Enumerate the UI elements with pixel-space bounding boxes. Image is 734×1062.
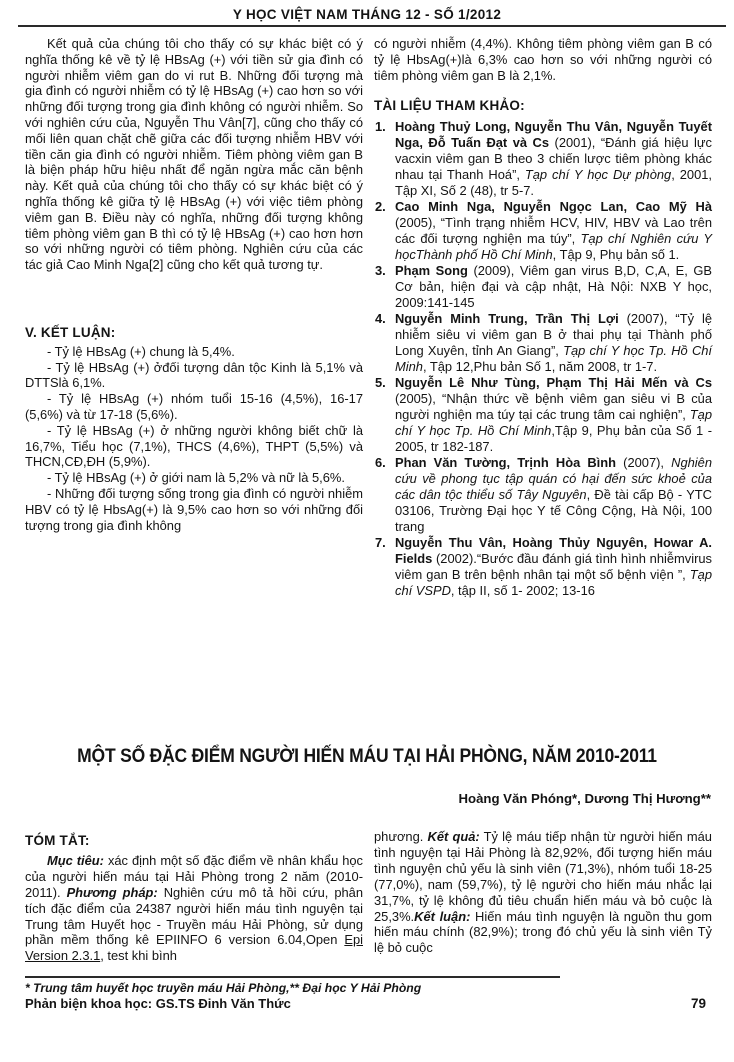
reference-item (374, 535, 712, 599)
abstract-left-text (25, 853, 363, 964)
article1-left-column (25, 36, 363, 533)
text-segment: , 2001, Tập XI, Số 2 (48), tr 5-7. (395, 167, 712, 199)
text-segment: Nghiên cứu về phong tục tập quán có hại đến sức khoẻ của các dân tộc thiểu số Tây Nguyên (395, 455, 712, 503)
text-segment: Tạp chí Y học Tp. Hồ Chí Minh (395, 343, 713, 375)
footnote-divider (25, 976, 560, 978)
text-segment: (2002).“Bước đầu đánh giá tình hình nhiễmvirus viêm gan B trên bệnh nhân tại một số bệnh viện ”, (395, 551, 712, 583)
reference-item (374, 375, 712, 455)
conclusion-item: - Tỷ lệ HBsAg (+) chung là 5,4%. (47, 343, 235, 359)
conclusion-item: - Tỷ lệ HBsAg (+) ởđối tượng dân tộc Kinh là 5,1% và DTTSlà 6,1%. (25, 359, 363, 391)
conclusion-item: - Những đối tượng sống trong gia đình có người nhiễm HBV có tỷ lệ HbsAg(+) là 9,5% cao hơn so với những đối tượng trong gia đình không (25, 485, 363, 533)
text-segment: ,Tập 9, Phụ bản của Số 1 - 2005, tr 182-187. (395, 423, 712, 455)
conclusion-heading: V. KẾT LUẬN: (25, 324, 116, 340)
text-segment: , tập II, số 1- 2002; 13-16 (450, 583, 595, 599)
conclusion-item: - Tỷ lệ HBsAg (+) ở những người không biết chữ là 16,7%, Tiểu học (7,1%), THCS (4,6%), THPT (5,5%) và THCN,CĐ,ĐH (5,9%). (25, 422, 363, 470)
reference-list (374, 119, 712, 599)
conclusion-list (25, 344, 363, 534)
journal-header-title: Y HỌC VIỆT NAM THÁNG 12 - SỐ 1/2012 (232, 7, 502, 22)
footnote-reviewer: Phản biện khoa học: GS.TS Đinh Văn Thức (25, 996, 291, 1011)
text-segment: Mục tiêu: (47, 852, 104, 868)
references-heading: TÀI LIỆU THAM KHẢO: (374, 98, 525, 114)
conclusion-item: - Tỷ lệ HBsAg (+) ở giới nam là 5,2% và nữ là 5,6%. (47, 470, 345, 486)
text-segment: Nghiên cứu mô tả hồi cứu, phân tích đặc điểm của 24387 người hiến máu tình nguyện tại Trung tâm Huyết học - Truyền máu Hải Phòng, sử dụng phần mềm thống kê EPIINFO 6 version 6.04,Open (25, 884, 363, 948)
discussion-paragraph: Kết quả của chúng tôi cho thấy có sự khác biệt có ý nghĩa thống kê về tỷ lệ HBsAg (+) với tiền sử gia đình có người nhiễm viêm gan do vi rut B. Những đối tượng mà gia đình có người nhiễm có tỷ lệ HBsAg (+) cao hơn so với những đối tượng trong gia đình không có người nhiễm. So với nghiên cứu của, Nguyễn Thu Vân[7], cũng cho thấy có mối liên quan chặt chẽ giữa các đối tượng nhiễm HBV với tiền căn gia đình có người nhiễm. Tiêm phòng viêm gan B là biện pháp hữu hiệu nhất để ngăn ngừa mắc căn bệnh này. Kết quả của chúng tôi cho thấy có sự khác biệt có ý nghĩa thống kê giữa tỷ lệ HBsAg (+) với việc tiêm phòng viêm gan B. Điều này có nghĩa, những đối tượng không tiêm phòng viêm gan B thì có tỷ lệ HBsAg (+) cao hơn hơn so với những người có tiêm phòng. Nghiên cứu của các tác giả Cao Minh Nga[2] cũng cho kết quả tương tự. (25, 36, 363, 273)
text-segment: Phạm Song (395, 263, 474, 279)
conclusion-item: - Tỷ lệ HBsAg (+) nhóm tuổi 15-16 (4,5%), 16-17 (5,6%) và từ 17-18 (5,6%). (25, 391, 363, 422)
reference-item (374, 199, 712, 263)
text-segment: (2001), “Đánh giá hiệu lực vacxin viêm gan B theo 3 chiến lược tiêm phòng khác nhau tại Thanh Hoá”, (395, 135, 712, 183)
reference-item (374, 455, 712, 535)
text-segment: Hiến máu tình nguyện là nguồn thu gom hiến máu chính (82,9%); trong đó chủ yếu là sinh viên Tỷ lệ bỏ cuộc (374, 908, 712, 956)
text-segment: Phan Văn Tường, Trịnh Hòa Bình (395, 455, 624, 471)
text-segment: Epi Version 2.3.1 (25, 932, 363, 964)
reference-number: 4. (375, 311, 386, 327)
text-segment: Nguyễn Lê Như Tùng, Phạm Thị Hải Mến và Cs (395, 375, 712, 391)
reference-number: 3. (375, 263, 386, 279)
header-divider (18, 25, 726, 27)
abstract-heading: TÓM TẮT: (25, 833, 90, 848)
text-segment: (2005), “Nhận thức về bệnh viêm gan siêu vi B của người nghiện ma túy tại các trung tâm cai nghiện”, (395, 391, 712, 423)
article1-right-column (374, 36, 712, 599)
reference-number: 6. (375, 455, 386, 471)
text-segment: Kết quả: (427, 829, 480, 844)
article2-title: MỘT SỐ ĐẶC ĐIỂM NGƯỜI HIẾN MÁU TẠI HẢI PHÒNG, NĂM 2010-2011 (77, 744, 657, 767)
text-segment: Tỷ lệ máu tiếp nhận từ người hiến máu tình nguyện tại Hải Phòng là 82,92%, đối tượng hiến máu tình nguyện chủ yếu là sinh viên (71,3%), nhóm tuổi 18-25 (77,0%), nam (59,7%), tỷ lệ người cho hiến máu nhắc lại 31,7%, tỷ lệ không đủ tiêu chuẩn hiến máu và bỏ cuộc là 25,3%. (374, 829, 712, 924)
reference-number: 7. (375, 535, 386, 551)
text-segment: (2007), (623, 455, 672, 471)
text-segment: (2005), “Tình trạng nhiễm HCV, HIV, HBV và Lao trên các đối tượng nghiện ma túy”, (395, 215, 712, 247)
text-segment: Tạp chí VSPD (395, 567, 712, 599)
text-segment: phương. (374, 829, 428, 844)
reference-item (374, 119, 712, 199)
text-segment: , Tập 12,Phu bản Số 1, năm 2008, tr 1-7. (422, 359, 658, 375)
continuation-paragraph: có người nhiễm (4,4%). Không tiêm phòng viêm gan B có tỷ lệ HbsAg(+)là 6,3% cao hơn so với những người có tiêm phòng viêm gan B là 2,1%. (374, 36, 712, 83)
page-number: 79 (690, 996, 706, 1011)
reference-number: 5. (375, 375, 386, 391)
reference-number: 1. (375, 119, 386, 135)
text-segment: Kết luận: (414, 908, 471, 924)
reference-number: 2. (375, 199, 386, 215)
text-segment: , Đề tài cấp Bộ - YTC 03106, Trường Đại học Y tế Công Cộng, Hà Nội, 100 trang (395, 487, 712, 535)
reference-item (374, 263, 712, 311)
abstract-right-column (374, 829, 712, 956)
article2-authors: Hoàng Văn Phóng*, Dương Thị Hương** (458, 791, 711, 806)
abstract-right-text (374, 829, 712, 956)
text-segment: , Tập 9, Phụ bản số 1. (552, 247, 680, 263)
footnote-affiliation: * Trung tâm huyết học truyền máu Hải Phòng,** Đại học Y Hải Phòng (25, 981, 422, 995)
text-segment: Tạp chí Y học Tp. Hồ Chí Minh (395, 407, 712, 439)
text-segment: Cao Minh Nga, Nguyễn Ngọc Lan, Cao Mỹ Hà (395, 199, 712, 215)
text-segment: (2009), Viêm gan virus B,D, C,A, E, GB Cơ bản, hiện đại và cập nhật, Hà Nội: NXB Y học, 2009:141-145 (395, 263, 713, 311)
reference-item (374, 311, 712, 375)
text-segment: , test khi bình (100, 948, 177, 964)
text-segment: Phương pháp: (66, 884, 158, 900)
text-segment: xác định một số đặc điểm về nhân khẩu học của người hiến máu tại Hải Phòng trong 2 năm (2010-2011). (25, 852, 363, 900)
abstract-left-column (25, 833, 363, 964)
text-segment: Hoàng Thuỷ Long, Nguyễn Thu Vân, Nguyễn Tuyết Nga, Đỗ Tuấn Đạt và Cs (395, 119, 712, 151)
text-segment: Nguyễn Thu Vân, Hoàng Thủy Nguyên, Howar A. Fields (395, 535, 712, 567)
text-segment: Tạp chí Y học Dự phòng (524, 167, 672, 183)
text-segment: Tạp chí Nghiên cứu Y họcThành phố Hồ Chí Minh (395, 231, 712, 263)
text-segment: Nguyễn Minh Trung, Trần Thị Lợi (395, 311, 627, 327)
text-segment: (2007), “Tỷ lệ nhiễm siêu vi viêm gan B ở thai phụ tại Thành phố Long Xuyên, tỉnh An Giang”, (395, 311, 712, 359)
